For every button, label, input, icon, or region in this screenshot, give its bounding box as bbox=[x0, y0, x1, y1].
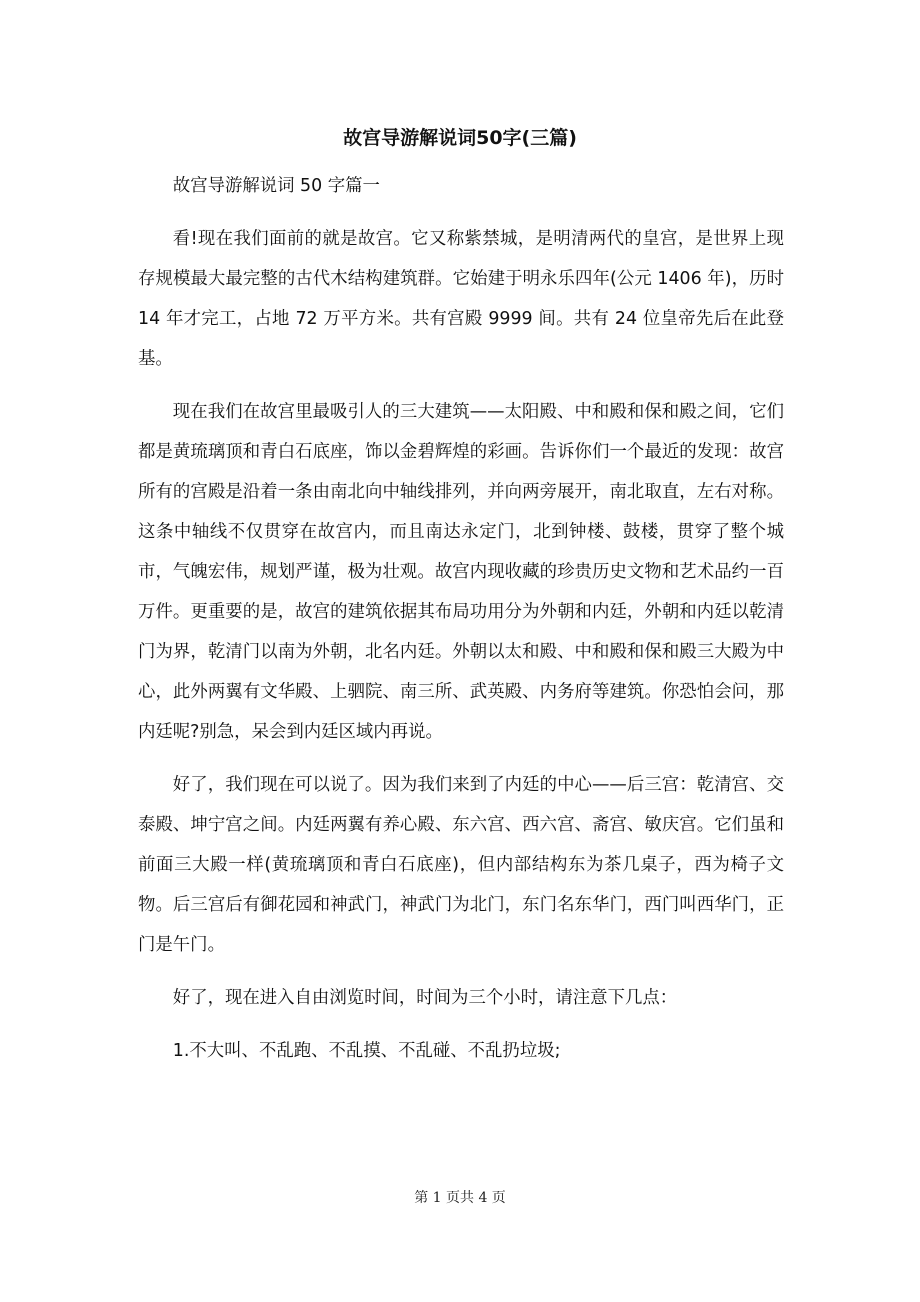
page-number: 第 1 页共 4 页 bbox=[414, 1190, 506, 1206]
paragraph-three-halls: 现在我们在故宫里最吸引人的三大建筑——太阳殿、中和殿和保和殿之间，它们都是黄琉璃顶和青白石底座，饰以金碧辉煌的彩画。告诉你们一个最近的发现：故宫所有的宫殿是沿着一条由南北向中轴线排列，并向两旁展开，南北取直，左右对称。这条中轴线不仅贯穿在故宫内，而且南达永定门，北到钟楼、鼓楼，贯穿了整个城市，气魄宏伟，规划严谨，极为壮观。故宫内现收藏的珍贵历史文物和艺术品约一百万件。更重要的是，故宫的建筑依据其布局功用分为外朝和内廷，外朝和内廷以乾清门为界，乾清门以南为外朝，北名内廷。外朝以太和殿、中和殿和保和殿三大殿为中心，此外两翼有文华殿、上驷院、南三所、武英殿、内务府等建筑。你恐怕会问，那内廷呢?别急，呆会到内廷区域内再说。 bbox=[138, 402, 784, 742]
document-body bbox=[138, 166, 784, 1084]
section-heading: 故宫导游解说词 50 字篇一 bbox=[172, 176, 380, 196]
paragraph-free-time: 好了，现在进入自由浏览时间，时间为三个小时，请注意下几点： bbox=[172, 988, 678, 1008]
document-title: 故宫导游解说词50字(三篇) bbox=[343, 127, 577, 149]
paragraph-inner-court: 好了，我们现在可以说了。因为我们来到了内廷的中心——后三宫：乾清宫、交泰殿、坤宁宫之间。内廷两翼有养心殿、东六宫、西六宫、斋宫、敏庆宫。它们虽和前面三大殿一样(黄琉璃顶和青白石底座)，但内部结构东为茶几桌子，西为椅子文物。后三宫后有御花园和神武门，神武门为北门，东门名东华门，西门叫西华门，正门是午门。 bbox=[138, 775, 784, 955]
paragraph-rule-1: 1.不大叫、不乱跑、不乱摸、不乱碰、不乱扔垃圾; bbox=[172, 1041, 561, 1061]
paragraph-intro: 看!现在我们面前的就是故宫。它又称紫禁城，是明清两代的皇宫，是世界上现存规模最大最完整的古代木结构建筑群。它始建于明永乐四年(公元 1406 年)，历时 14 年才完工，占地 72 万平方米。共有宫殿 9999 间。共有 24 位皇帝先后在此登基。 bbox=[138, 229, 784, 369]
